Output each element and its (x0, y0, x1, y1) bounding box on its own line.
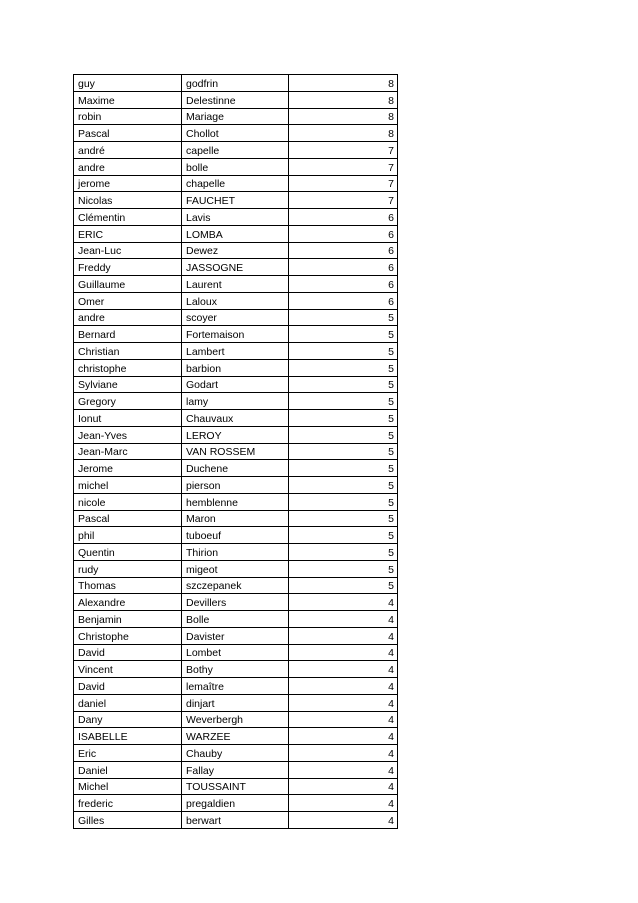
score-cell: 5 (289, 443, 398, 460)
score-cell: 4 (289, 745, 398, 762)
last-name-cell: Fallay (182, 761, 289, 778)
table-row (74, 359, 398, 376)
table-row (74, 493, 398, 510)
table-row (74, 510, 398, 527)
last-name-cell: pierson (182, 477, 289, 494)
score-cell: 4 (289, 611, 398, 628)
first-name-cell: Alexandre (74, 594, 182, 611)
table-row (74, 242, 398, 259)
table-row (74, 795, 398, 812)
table-row (74, 343, 398, 360)
score-cell: 6 (289, 259, 398, 276)
score-cell: 5 (289, 393, 398, 410)
last-name-cell: Fortemaison (182, 326, 289, 343)
table-row (74, 477, 398, 494)
first-name-cell: andre (74, 158, 182, 175)
table-row (74, 108, 398, 125)
first-name-cell: ISABELLE (74, 728, 182, 745)
table-row (74, 292, 398, 309)
first-name-cell: Sylviane (74, 376, 182, 393)
last-name-cell: Godart (182, 376, 289, 393)
score-cell: 5 (289, 309, 398, 326)
last-name-cell: berwart (182, 812, 289, 829)
last-name-cell: WARZEE (182, 728, 289, 745)
table-row (74, 527, 398, 544)
score-cell: 7 (289, 142, 398, 159)
table-row (74, 376, 398, 393)
last-name-cell: Weverbergh (182, 711, 289, 728)
score-cell: 5 (289, 326, 398, 343)
score-cell: 5 (289, 477, 398, 494)
score-cell: 5 (289, 560, 398, 577)
first-name-cell: frederic (74, 795, 182, 812)
last-name-cell: LEROY (182, 426, 289, 443)
table-row (74, 778, 398, 795)
first-name-cell: Christian (74, 343, 182, 360)
score-cell: 7 (289, 175, 398, 192)
score-cell: 4 (289, 678, 398, 695)
last-name-cell: hemblenne (182, 493, 289, 510)
score-cell: 4 (289, 594, 398, 611)
last-name-cell: Lombet (182, 644, 289, 661)
score-cell: 6 (289, 292, 398, 309)
last-name-cell: Chauvaux (182, 410, 289, 427)
first-name-cell: christophe (74, 359, 182, 376)
first-name-cell: Jerome (74, 460, 182, 477)
first-name-cell: Vincent (74, 661, 182, 678)
first-name-cell: andré (74, 142, 182, 159)
last-name-cell: Devillers (182, 594, 289, 611)
first-name-cell: Benjamin (74, 611, 182, 628)
table-row (74, 594, 398, 611)
table-row (74, 460, 398, 477)
table-row (74, 393, 398, 410)
first-name-cell: Clémentin (74, 209, 182, 226)
score-cell: 5 (289, 527, 398, 544)
first-name-cell: rudy (74, 560, 182, 577)
first-name-cell: Daniel (74, 761, 182, 778)
score-cell: 4 (289, 627, 398, 644)
score-cell: 4 (289, 661, 398, 678)
last-name-cell: Thirion (182, 544, 289, 561)
last-name-cell: Chauby (182, 745, 289, 762)
table-body (74, 75, 398, 829)
first-name-cell: Jean-Yves (74, 426, 182, 443)
last-name-cell: Bothy (182, 661, 289, 678)
last-name-cell: TOUSSAINT (182, 778, 289, 795)
score-cell: 8 (289, 108, 398, 125)
first-name-cell: Omer (74, 292, 182, 309)
table-row (74, 259, 398, 276)
last-name-cell: Laurent (182, 276, 289, 293)
first-name-cell: Guillaume (74, 276, 182, 293)
table-row (74, 326, 398, 343)
first-name-cell: Quentin (74, 544, 182, 561)
score-cell: 7 (289, 158, 398, 175)
first-name-cell: Freddy (74, 259, 182, 276)
first-name-cell: phil (74, 527, 182, 544)
table-row (74, 75, 398, 92)
score-cell: 5 (289, 544, 398, 561)
first-name-cell: michel (74, 477, 182, 494)
first-name-cell: Gregory (74, 393, 182, 410)
first-name-cell: David (74, 644, 182, 661)
score-cell: 5 (289, 343, 398, 360)
first-name-cell: Pascal (74, 125, 182, 142)
first-name-cell: nicole (74, 493, 182, 510)
first-name-cell: Bernard (74, 326, 182, 343)
table-row (74, 678, 398, 695)
last-name-cell: lamy (182, 393, 289, 410)
score-cell: 5 (289, 410, 398, 427)
last-name-cell: FAUCHET (182, 192, 289, 209)
table-row (74, 410, 398, 427)
table-row (74, 125, 398, 142)
first-name-cell: Christophe (74, 627, 182, 644)
table-row (74, 309, 398, 326)
table-row (74, 225, 398, 242)
score-cell: 4 (289, 728, 398, 745)
first-name-cell: ERIC (74, 225, 182, 242)
score-cell: 8 (289, 91, 398, 108)
first-name-cell: Ionut (74, 410, 182, 427)
score-cell: 6 (289, 276, 398, 293)
first-name-cell: Eric (74, 745, 182, 762)
last-name-cell: Lavis (182, 209, 289, 226)
participants-table (73, 74, 398, 829)
score-cell: 6 (289, 225, 398, 242)
table-row (74, 745, 398, 762)
spreadsheet-page (73, 74, 397, 829)
table-row (74, 426, 398, 443)
last-name-cell: bolle (182, 158, 289, 175)
last-name-cell: scoyer (182, 309, 289, 326)
table-row (74, 560, 398, 577)
last-name-cell: Dewez (182, 242, 289, 259)
score-cell: 4 (289, 795, 398, 812)
first-name-cell: Dany (74, 711, 182, 728)
first-name-cell: Gilles (74, 812, 182, 829)
table-row (74, 276, 398, 293)
score-cell: 5 (289, 376, 398, 393)
score-cell: 8 (289, 75, 398, 92)
table-row (74, 175, 398, 192)
last-name-cell: Mariage (182, 108, 289, 125)
first-name-cell: David (74, 678, 182, 695)
last-name-cell: Lambert (182, 343, 289, 360)
last-name-cell: LOMBA (182, 225, 289, 242)
score-cell: 4 (289, 644, 398, 661)
last-name-cell: Maron (182, 510, 289, 527)
first-name-cell: jerome (74, 175, 182, 192)
last-name-cell: lemaître (182, 678, 289, 695)
table-row (74, 694, 398, 711)
score-cell: 6 (289, 209, 398, 226)
first-name-cell: Michel (74, 778, 182, 795)
last-name-cell: Davister (182, 627, 289, 644)
last-name-cell: szczepanek (182, 577, 289, 594)
score-cell: 4 (289, 711, 398, 728)
table-row (74, 544, 398, 561)
score-cell: 8 (289, 125, 398, 142)
table-row (74, 91, 398, 108)
last-name-cell: Laloux (182, 292, 289, 309)
table-row (74, 209, 398, 226)
last-name-cell: dinjart (182, 694, 289, 711)
last-name-cell: Chollot (182, 125, 289, 142)
table-row (74, 192, 398, 209)
score-cell: 6 (289, 242, 398, 259)
score-cell: 5 (289, 510, 398, 527)
score-cell: 7 (289, 192, 398, 209)
first-name-cell: Maxime (74, 91, 182, 108)
table-row (74, 761, 398, 778)
first-name-cell: andre (74, 309, 182, 326)
last-name-cell: VAN ROSSEM (182, 443, 289, 460)
first-name-cell: daniel (74, 694, 182, 711)
last-name-cell: migeot (182, 560, 289, 577)
score-cell: 4 (289, 812, 398, 829)
table-row (74, 443, 398, 460)
first-name-cell: Nicolas (74, 192, 182, 209)
first-name-cell: Jean-Marc (74, 443, 182, 460)
table-row (74, 644, 398, 661)
last-name-cell: capelle (182, 142, 289, 159)
table-row (74, 142, 398, 159)
first-name-cell: Thomas (74, 577, 182, 594)
table-row (74, 812, 398, 829)
last-name-cell: Delestinne (182, 91, 289, 108)
first-name-cell: robin (74, 108, 182, 125)
table-row (74, 728, 398, 745)
score-cell: 5 (289, 493, 398, 510)
last-name-cell: Duchene (182, 460, 289, 477)
score-cell: 4 (289, 694, 398, 711)
table-row (74, 611, 398, 628)
table-row (74, 711, 398, 728)
last-name-cell: godfrin (182, 75, 289, 92)
last-name-cell: Bolle (182, 611, 289, 628)
score-cell: 5 (289, 426, 398, 443)
table-row (74, 627, 398, 644)
score-cell: 4 (289, 761, 398, 778)
last-name-cell: JASSOGNE (182, 259, 289, 276)
last-name-cell: barbion (182, 359, 289, 376)
table-row (74, 158, 398, 175)
last-name-cell: tuboeuf (182, 527, 289, 544)
table-row (74, 577, 398, 594)
score-cell: 5 (289, 460, 398, 477)
score-cell: 5 (289, 359, 398, 376)
first-name-cell: guy (74, 75, 182, 92)
score-cell: 4 (289, 778, 398, 795)
score-cell: 5 (289, 577, 398, 594)
table-row (74, 661, 398, 678)
first-name-cell: Jean-Luc (74, 242, 182, 259)
last-name-cell: chapelle (182, 175, 289, 192)
first-name-cell: Pascal (74, 510, 182, 527)
last-name-cell: pregaldien (182, 795, 289, 812)
